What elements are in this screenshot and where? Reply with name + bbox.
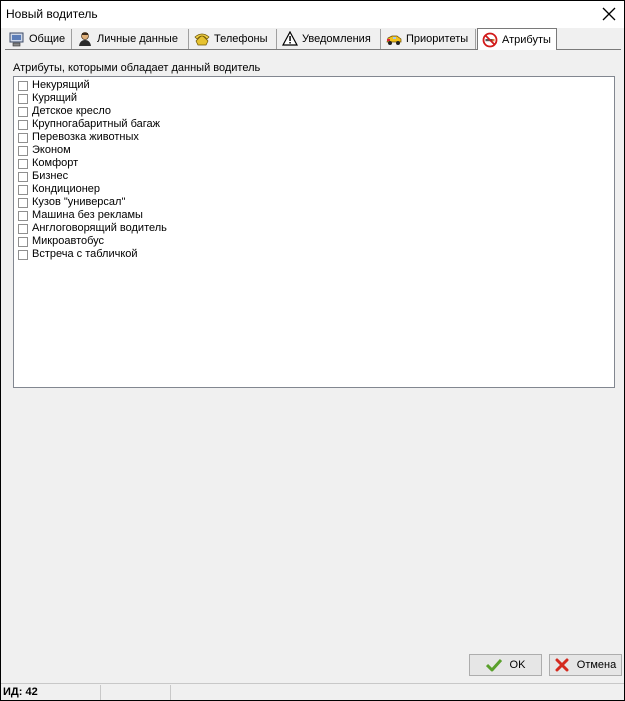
tab-general-label: Общие [29,33,66,45]
tab-priorities-label: Приоритеты [406,33,469,45]
tab-general[interactable] [5,29,72,49]
person-icon [77,31,93,47]
status-bar [1,683,624,700]
tab-phones-label: Телефоны [214,33,268,45]
checklist-item[interactable] [14,131,614,144]
checkbox[interactable] [18,237,28,247]
checklist-item[interactable] [14,170,614,183]
checklist-item-label: Микроавтобус [32,235,105,247]
checklist-item[interactable] [14,222,614,235]
status-cell-empty [101,685,171,700]
close-button[interactable] [600,5,618,23]
checkbox[interactable] [18,81,28,91]
checklist-item[interactable] [14,235,614,248]
checklist-item-label: Встреча с табличкой [32,248,138,260]
checklist-item[interactable] [14,118,614,131]
attributes-panel [5,49,621,647]
tab-strip [5,29,621,50]
checklist-item[interactable] [14,144,614,157]
checklist-item-label: Кондиционер [32,183,101,195]
checklist-item[interactable] [14,209,614,222]
no-smoking-icon [482,32,498,48]
tab-personal-data[interactable] [73,29,189,49]
checkbox[interactable] [18,198,28,208]
cancel-button[interactable] [549,654,622,676]
checkbox[interactable] [18,211,28,221]
checkbox[interactable] [18,107,28,117]
title-bar [1,1,624,28]
close-icon [602,7,616,21]
warning-icon [282,31,298,47]
checklist-item[interactable] [14,92,614,105]
checklist-item-label: Англоговорящий водитель [32,222,167,234]
tab-personal-data-label: Личные данные [97,33,178,45]
tab-attributes-label: Атрибуты [502,33,551,46]
checklist-item-label: Кузов "универсал" [32,196,126,208]
cancel-x-icon [555,658,569,672]
attributes-checklist[interactable] [13,76,615,388]
ok-button-label: OK [509,659,526,671]
checkmark-icon [486,658,502,672]
tab-priorities[interactable] [382,29,476,49]
checklist-item-label: Эконом [32,144,71,156]
car-icon [386,31,402,47]
checkbox[interactable] [18,250,28,260]
tab-phones[interactable] [190,29,277,49]
checklist-item-label: Бизнес [32,170,69,182]
attributes-caption: Атрибуты, которыми обладает данный водитель [13,62,261,74]
checklist-item[interactable] [14,248,614,261]
checklist-item-label: Крупногабаритный багаж [32,118,160,130]
checklist-item-label: Перевозка животных [32,131,139,143]
checkbox[interactable] [18,172,28,182]
phone-icon [194,31,210,47]
checkbox[interactable] [18,224,28,234]
ok-button[interactable] [469,654,542,676]
checklist-item-label: Курящий [32,92,78,104]
checklist-item-label: Машина без рекламы [32,209,143,221]
checklist-item-label: Комфорт [32,157,79,169]
checklist-item[interactable] [14,105,614,118]
checkbox[interactable] [18,159,28,169]
checkbox[interactable] [18,133,28,143]
checkbox[interactable] [18,146,28,156]
tab-attributes[interactable] [477,28,557,50]
status-id: ИД: 42 [1,685,101,700]
tab-notifications[interactable] [278,29,381,49]
checklist-item[interactable] [14,196,614,209]
checklist-item-label: Детское кресло [32,105,112,117]
checkbox[interactable] [18,185,28,195]
tab-notifications-label: Уведомления [302,33,371,45]
checklist-item[interactable] [14,79,614,92]
cancel-button-label: Отмена [576,659,617,671]
checkbox[interactable] [18,120,28,130]
checklist-item[interactable] [14,183,614,196]
window-title: Новый водитель [6,7,98,21]
checkbox[interactable] [18,94,28,104]
checklist-item-label: Некурящий [32,79,90,91]
checklist-item[interactable] [14,157,614,170]
computer-icon [9,31,25,47]
